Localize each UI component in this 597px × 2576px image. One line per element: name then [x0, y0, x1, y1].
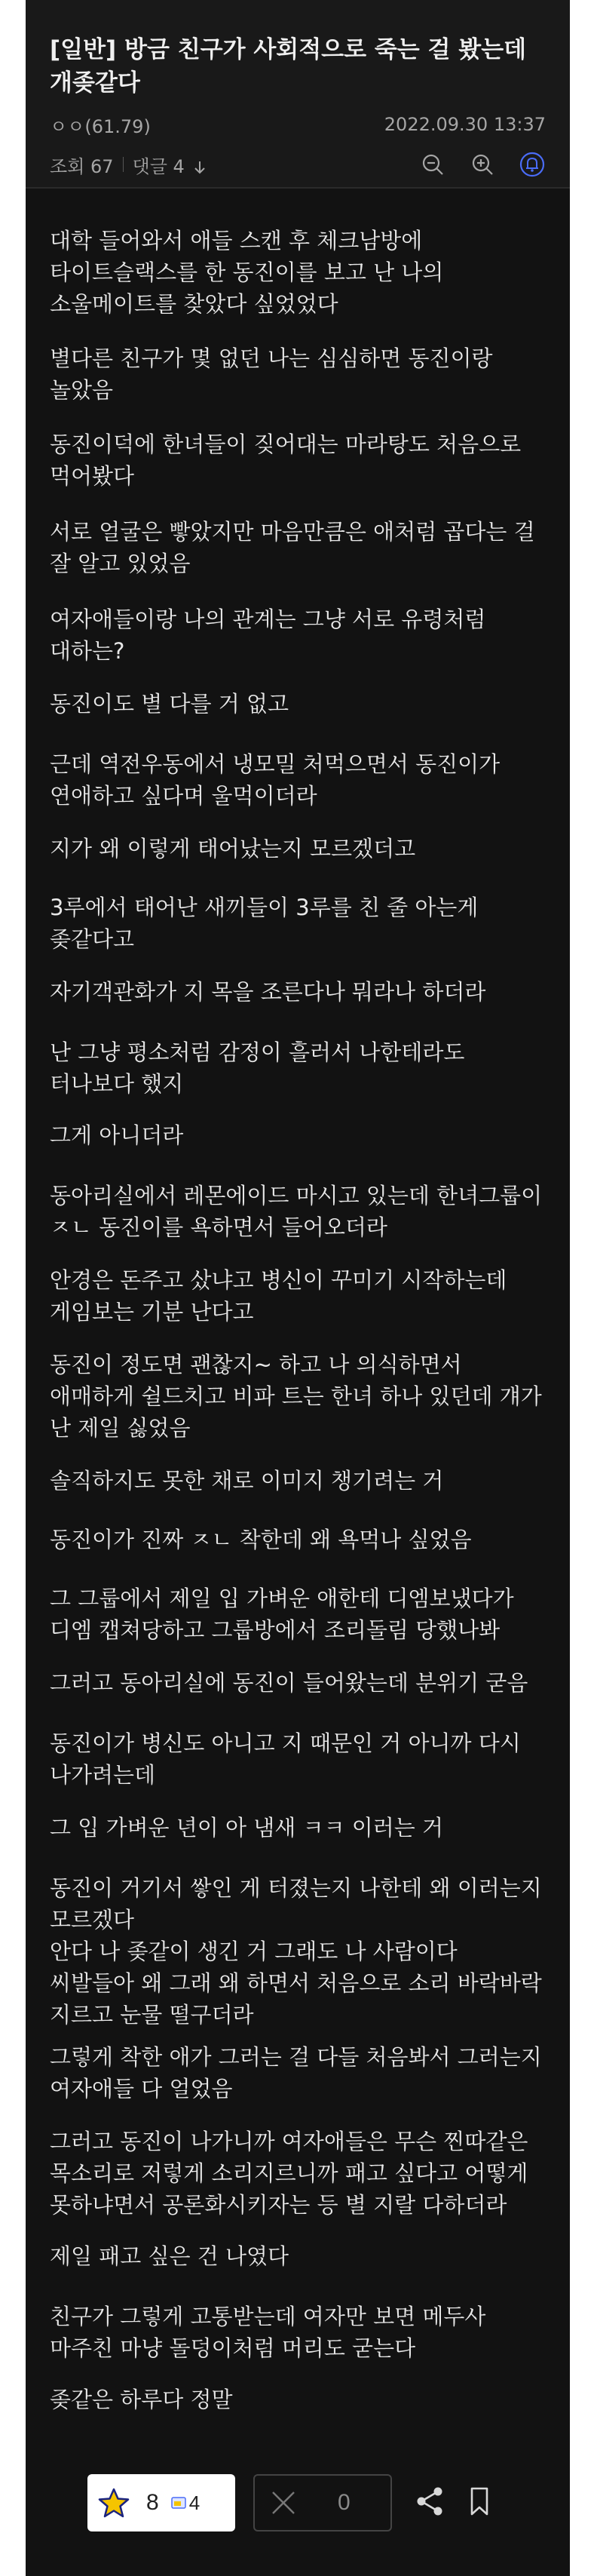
body-paragraph: 그 그룹에서 제일 입 가벼운 애한테 디엠보냈다가 디엠 캡쳐당하고 그룹방에서 조리돌림 당했나봐 — [50, 1586, 521, 1643]
bell-icon — [519, 152, 545, 177]
x-dislike-icon — [268, 2488, 298, 2518]
fixed-recommend-icon — [171, 2497, 186, 2509]
post-datetime: 2022.09.30 13:37 — [384, 114, 546, 135]
post-page — [26, 0, 570, 2576]
fixed-recommend — [171, 2492, 200, 2515]
view-count: 조회 67 — [50, 155, 114, 177]
body-paragraph: 동진이가 병신도 아니고 지 때문인 거 아니까 다시 나가려는데 — [50, 1730, 528, 1788]
body-paragraph: 제일 패고 싶은 건 나였다 — [50, 2243, 289, 2269]
body-paragraph: 친구가 그렇게 고통받는데 여자만 보면 메두사 마주친 마냥 돌덩이처럼 머리도 굳는다 — [50, 2304, 493, 2361]
comment-link[interactable] — [133, 152, 207, 178]
author-name[interactable]: ㅇㅇ(61.79) — [50, 115, 151, 137]
share-icon[interactable] — [413, 2485, 446, 2518]
body-paragraph: 그렇게 착한 애가 그러는 걸 다들 처음봐서 그러는지 여자애들 다 얼었음 — [50, 2044, 550, 2102]
bookmark-icon[interactable] — [463, 2485, 496, 2518]
zoom-in-button[interactable] — [469, 151, 496, 178]
header-divider — [26, 187, 570, 189]
post-meta — [50, 112, 546, 137]
fixed-recommend-count: 4 — [188, 2491, 201, 2514]
post-stats — [50, 149, 546, 180]
star-icon — [98, 2487, 130, 2519]
body-paragraph: 솔직하지도 못한 채로 이미지 챙기려는 거 — [50, 1468, 444, 1494]
body-paragraph: 자기객관화가 지 목을 조른다나 뭐라나 하더라 — [50, 979, 486, 1005]
notification-button[interactable] — [519, 151, 546, 178]
body-paragraph: 그러고 동진이 나가니까 여자애들은 무슨 찐따같은 목소리로 저렇게 소리지르니까 패고 싶다고 어떻게 못하냐면서 공론화시키자는 등 별 지랄 다하더라 — [50, 2129, 535, 2218]
post-title: [일반] 방금 친구가 사회적으로 죽는 걸 봤는데 개좆같다 — [50, 36, 527, 97]
body-paragraph: 좆같은 하루다 정말 — [50, 2387, 233, 2412]
view-tools — [419, 151, 546, 178]
body-paragraph: 3루에서 태어난 새끼들이 3루를 친 줄 아는게 좆같다고 — [50, 895, 485, 952]
dislike-count: 0 — [338, 2490, 351, 2515]
body-paragraph: 지가 왜 이렇게 태어났는지 모르겠더고 — [50, 836, 416, 861]
body-paragraph: 그러고 동아리실에 동진이 들어왔는데 분위기 굳음 — [50, 1670, 528, 1696]
stats-divider — [123, 157, 124, 172]
body-paragraph: 근데 역전우동에서 냉모밀 처먹으면서 동진이가 연애하고 싶다며 울먹이더라 — [50, 751, 507, 809]
comment-count: 댓글 4 — [132, 155, 185, 177]
body-paragraph: 여자애들이랑 나의 관계는 그냥 서로 유령처럼 대하는? — [50, 606, 493, 664]
body-paragraph: 그 입 가벼운 년이 아 냄새 ㅋㅋ 이러는 거 — [50, 1815, 443, 1841]
body-paragraph: 동진이덕에 한녀들이 짖어대는 마라탕도 처음으로 먹어봤다 — [50, 431, 528, 489]
arrow-down-icon — [193, 160, 207, 175]
dislike-button[interactable] — [253, 2474, 392, 2531]
body-paragraph: 동아리실에서 레몬에이드 마시고 있는데 한녀그룹이 ㅈㄴ 동진이를 욕하면서 들어오더라 — [50, 1183, 550, 1240]
zoom-out-icon — [421, 152, 445, 177]
body-paragraph: 동진이가 진짜 ㅈㄴ 착한데 왜 욕먹나 싶었음 — [50, 1527, 472, 1552]
recommend-count: 8 — [146, 2490, 159, 2515]
body-paragraph: 별다른 친구가 몇 없던 나는 심심하면 동진이랑 놀았음 — [50, 345, 500, 403]
body-paragraph: 동진이 정도면 괜찮지~ 하고 나 의식하면서 애매하게 쉴드치고 비파 트는 한녀 하나 있던데 걔가 난 제일 싫었음 — [50, 1352, 550, 1441]
body-paragraph: 동진이도 별 다를 거 없고 — [50, 691, 289, 717]
body-paragraph: 대학 들어와서 애들 스캔 후 체크남방에 타이트슬랙스를 한 동진이를 보고 난 나의 소울메이트를 찾았다 싶었었다 — [50, 228, 451, 317]
body-paragraph: 동진이 거기서 쌓인 게 터졌는지 나한테 왜 이러는지 모르겠다 안다 나 좆같이 생긴 거 그래도 나 사람이다 씨발들아 왜 그래 왜 하면서 처음으로 소리 바락바락 지르고 눈물 떨구더라 — [50, 1875, 542, 2028]
body-paragraph: 난 그냥 평소처럼 감정이 흘러서 나한테라도 터나보다 했지 — [50, 1039, 472, 1097]
zoom-in-icon — [470, 152, 494, 177]
post-actions — [26, 2455, 570, 2538]
zoom-out-button[interactable] — [419, 151, 446, 178]
body-paragraph: 안경은 돈주고 샀냐고 병신이 꾸미기 시작하는데 게임보는 기분 난다고 — [50, 1267, 514, 1325]
body-paragraph: 서로 얼굴은 빻았지만 마음만큼은 애처럼 곱다는 걸 잘 알고 있었음 — [50, 519, 542, 576]
recommend-button[interactable] — [87, 2474, 235, 2531]
body-paragraph: 그게 아니더라 — [50, 1122, 184, 1148]
